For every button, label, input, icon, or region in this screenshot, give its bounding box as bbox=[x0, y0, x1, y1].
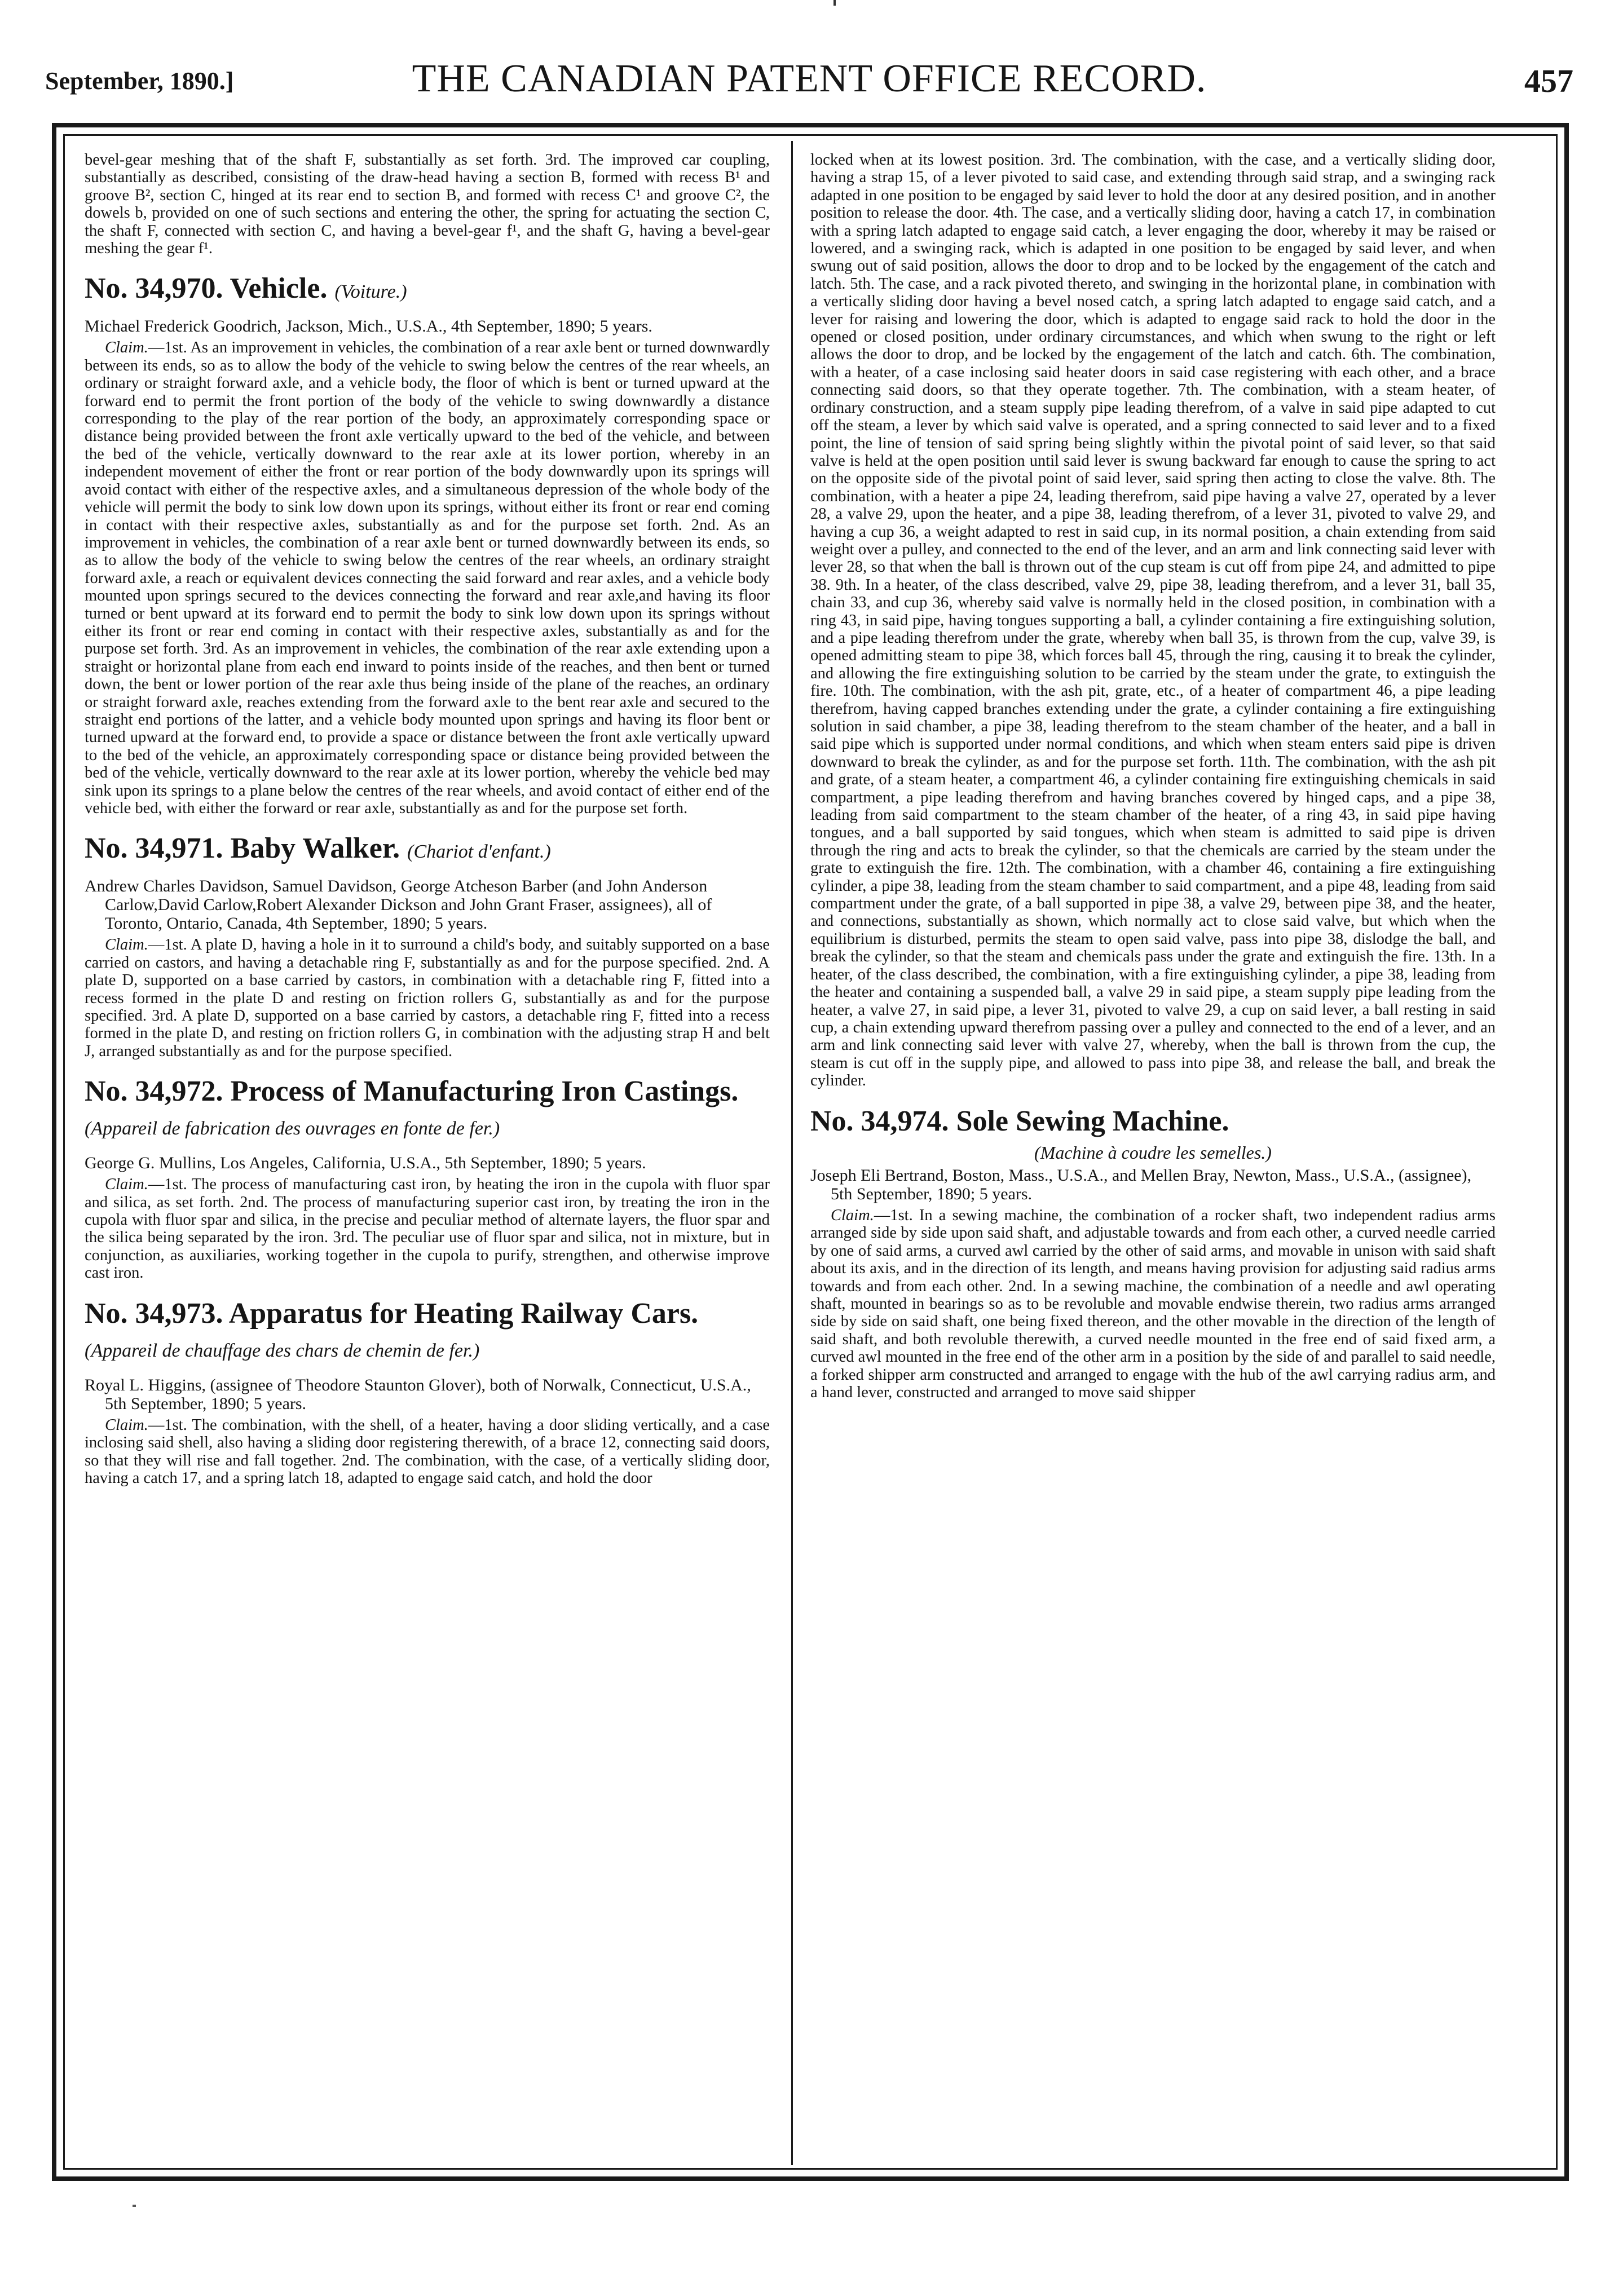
claim-text bbox=[85, 1416, 770, 1487]
claim-text bbox=[85, 339, 770, 817]
issue-date: September, 1890.] bbox=[45, 67, 234, 95]
patent-number: No. 34,971. bbox=[85, 832, 223, 865]
patent-title: Process of Manufacturing Iron Castings. bbox=[230, 1075, 739, 1108]
claim-body: —1st. As an improvement in vehicles, the combination of a rear axle bent or turned downwardly between its ends, so as to allow the body of the vehicle to swing below the centres of the rear wheels, an ordinary or straight forward axle, and a vehicle body, the floor of which is bent or turned upward at the forward end to permit the front portion of the body of the vehicle to swing downwardly a distance corresponding to the play of the rear portion of the body, an approximately corresponding space or distance being provided between the front axle vertically upward to the bed of the vehicle, and between the bed of the vehicle, vertically downward to the rear axle at its lower portion, whereby in an independent movement of either the front or rear portion of the body downwardly upon its springs will avoid contact with either of the respective axles, and a simultaneous depression of the whole body of the vehicle will permit the body to sink low down upon its springs, without either its front or rear end coming in contact with their respective axles, substantially as and for the purpose set forth. 2nd. As an improvement in vehicles, the combination of a rear axle bent or turned downwardly between its ends, so as to allow the body of the vehicle to swing below the centres of the rear wheels, an ordinary straight forward axle, a reach or equivalent devices connecting the said forward and rear axles, and a vehicle body mounted upon springs secured to the devices connecting the forward and rear axle,and having its floor turned or bent upward at its forward end to permit the body to sink low down upon its springs without either its front or rear end coming in contact with their respective axles, substantially as and for the purpose set forth. 3rd. As an improvement in vehicles, the combination of the rear axle extending upon a straight or horizontal plane from each end inward to points inside of the reaches, and then bent or turned down, the bent or lower portion of the rear axle thus being inside of the plane of the reaches, an ordinary or straight forward axle, reaches extending from the forward axle to the bent rear axle and secured to the straight end portions of the latter, and a vehicle body mounted upon springs and having its floor bent or turned upward at the forward end, to provide a space or distance between the front axle vertically upward to the bed of the vehicle, an approximately corresponding space or distance being provided between the bed of the vehicle, vertically downward to the rear axle at its lower portion, whereby the vehicle bed may sink upon its springs to a plane below the centres of the rear wheels, and avoid contact of either end of the vehicle bed, with either the forward or rear axle, substantially as and for the purpose set forth. bbox=[85, 339, 770, 817]
claim-body: —1st. In a sewing machine, the combination of a rocker shaft, two independent radius arms arranged side by side upon said shaft, and adjustable towards and from each other, a curved needle carried by one of said arms, a curved awl carried by the other of said arms, and movable in unison with said shaft about its axis, and in the direction of its length, and means having provision for adjusting said radius arms towards and from each other. 2nd. In a sewing machine, the combination of a needle and awl operating shaft, mounted in bearings so as to be revoluble and movable endwise therein, two radius arms arranged side by side on said shaft, one being fixed thereon, and the other movable in the direction of the length of said shaft, and both revoluble therewith, a curved needle mounted in the free end of said fixed arm, a curved awl mounted in the free end of the other arm in a position by the side of and parallel to said needle, a forked shipper arm constructed and arranged to engage with the hub of the awl carrying radius arm, and a hand lever, constructed and arranged to move said shipper bbox=[810, 1206, 1496, 1401]
patentee: Joseph Eli Bertrand, Boston, Mass., U.S.A., and Mellen Bray, Newton, Mass., U.S.A., (assignee), 5th September, 1890; 5 years. bbox=[810, 1165, 1472, 1203]
patent-number: No. 34,973. bbox=[85, 1297, 223, 1330]
page-header bbox=[45, 56, 1573, 107]
continued-claim: bevel-gear meshing that of the shaft F, substantially as set forth. 3rd. The improved car coupling, substantially as described, consisting of the draw-head having a section B, formed with recess B¹ and groove B², section C, hinged at its rear end to section B, and formed with recess C¹ and groove C², the dowels b, provided on one of such sections and entering the other, the spring for actuating the section C, the shaft F, connected with section C, and having a bevel-gear f¹, and the shaft G, having a bevel-gear meshing the gear f¹. bbox=[85, 151, 770, 258]
patent-number: No. 34,974. bbox=[810, 1105, 949, 1137]
right-column bbox=[810, 151, 1496, 2158]
patent-heading bbox=[85, 1075, 770, 1146]
claim-body: —1st. The combination, with the shell, of a heater, having a door sliding vertically, and a case inclosing said shell, also having a sliding door registering therewith, of a brace 12, connecting said doors, so that they will rise and fall together. 2nd. The combination, with the case, of a vertically sliding door, having a catch 17, and a spring latch 18, adapted to engage said catch, and hold the door bbox=[85, 1416, 770, 1487]
claim-text bbox=[85, 936, 770, 1060]
patent-title: Baby Walker. bbox=[230, 832, 400, 865]
patent-heading bbox=[810, 1105, 1496, 1138]
patent-entry-34970 bbox=[85, 272, 770, 817]
publication-title: THE CANADIAN PATENT OFFICE RECORD. bbox=[412, 57, 1207, 100]
continued-claim: locked when at its lowest position. 3rd. The combination, with the case, and a vertically sliding door, having a strap 15, of a lever pivoted to said case, and extending through said strap, and a swinging rack adapted in one position to be engaged by said lever to hold the door at any desired position, and in another position to release the door. 4th. The case, and a vertically sliding door, having a catch 17, in combination with a spring latch adapted to engage said catch, a lever engaging the door, whereby it may be raised or lowered, and a swinging rack, which is adapted in one position to be engaged by said lever, and when swung out of said position, allows the door to drop and to be locked by the engagement of the catch and latch. 5th. The case, and a rack pivoted thereto, and swinging in the horizontal plane, in combination with a vertically sliding door having a bevel nosed catch, a spring latch adapted to engage said catch, and a lever for raising and lowering the door, which is adapted to engage said rack to hold the door in the opened or closed position, under ordinary circumstances, and which when swung to the right or left allows the door to drop, and be locked by the engagement of the latch and catch. 6th. The combination, with a heater, of a case inclosing said heater doors in said case registering with each other, and a brace connecting said doors, so that they operate together. 7th. The combination, with a steam heater, of ordinary construction, and a steam supply pipe leading therefrom, of a valve in said pipe adapted to cut off the steam, a lever by which said valve is operated, and a spring connected to said lever and to a fixed point, the line of tension of said spring being slightly within the pivotal point of said lever, so that said valve is held at the open position until said lever is swung backward far enough to cause the spring to act on the opposite side of the pivotal point of said lever, said spring then acting to close the valve. 8th. The combination, with a heater a pipe 24, leading therefrom, said pipe having a valve 27, operated by a lever 28, a valve 29, upon the heater, and a pipe 38, leading therefrom, of a lever 31, pivoted to valve 29, and having a cup 36, a weight adapted to rest in said cup, in its normal position, a chain extending from said weight over a pulley, and connected to the end of the lever, and an arm and link connecting said lever with lever 28, so that when the ball is thrown out of the cup steam is cut off from pipe 24, and admitted to pipe 38. 9th. In a heater, of the class described, valve 29, pipe 38, leading therefrom, and a lever 31, ball 35, chain 33, and cup 36, whereby said valve is normally held in the closed position, in combination with a ring 43, in said pipe, having tongues supporting a ball, a cylinder containing a fire extinguishing solution, and a pipe leading therefrom under the grate, whereby when ball 35, is thrown from the cup, valve 39, is opened admitting steam to pipe 38, which forces ball 45, through the ring, causing it to break the cylinder, and allowing the fire extinguishing solution to be carried by the steam under the grate, to extinguish the fire. 10th. The combination, with the ash pit, grate, etc., of a heater of compartment 46, a pipe leading therefrom, having capped branches extending under the grate, a cylinder containing a fire extinguishing solution in said chamber, a pipe 38, leading therefrom to the steam chamber of the heater, and a ball in said pipe which is supported under normal conditions, and which when steam enters said pipe is driven downward to break the cylinder, as and for the purpose set forth. 11th. The combination, with the ash pit and grate, of a steam heater, a compartment 46, a cylinder containing fire extinguishing chemicals in said compartment, a pipe leading therefrom and having branches covered by hinged caps, and a pipe 38, leading from said compartment to the steam chamber of the heater, of a ring 43, in said pipe having tongues, and a ball supported by said tongues, which when steam is admitted to said pipe is driven through the ring and acts to break the cylinder, so that the chemicals are carried by the steam under the grate to extinguish the fire. 12th. The combination, with a chamber 46, containing a fire extinguishing cylinder, a pipe 38, leading from the steam chamber to said compartment, and a pipe 48, leading from said compartment under the grate, of a ball supported in pipe 38, a valve 29, between pipe 38, and the heater, and connections, substantially as shown, which normally act to close said valve, but which when the equilibrium is disturbed, permits the steam to open said valve, pass into pipe 38, dislodge the ball, and break the cylinder, so that the steam and chemicals pass under the grate and extinguish the fire. 13th. In a heater, of the class described, the combination, with a fire extinguishing cylinder, a pipe 38, leading from the heater and containing a suspended ball, a valve 29 in said pipe, a steam supply pipe leading from the heater, a valve 27, in said pipe, a lever 31, pivoted to valve 29, a cup on said lever, a ball resting in said cup, a chain extending upward therefrom passing over a pulley and connected to the end of a lever, and an arm and link connecting said lever with valve 27, whereby, when the ball is thrown from the cup, the steam is cut off in the supply pipe, and allowed to pass into pipe 38, and release the ball, and break the cylinder. bbox=[810, 151, 1496, 1090]
claim-body: —1st. The process of manufacturing cast iron, by heating the iron in the cupola with fluor spar and silica, as set forth. 2nd. The process of manufacturing superior cast iron, by treating the iron in the cupola with fluor spar and silica, in the precise and peculiar method of alternate layers, the fluor spar and the silica being separated by the iron. 3rd. The peculiar use of fluor spar and silica, not in mixture, but in conjunction, as auxiliaries, working together in the cupola to purify, strengthen, and otherwise improve cast iron. bbox=[85, 1176, 770, 1282]
patent-entry-34971 bbox=[85, 832, 770, 1060]
patent-number: No. 34,972. bbox=[85, 1075, 223, 1108]
patent-french-title: (Chariot d'enfant.) bbox=[407, 841, 551, 863]
patent-french-title: (Voiture.) bbox=[334, 281, 407, 303]
claim-label: Claim. bbox=[105, 339, 148, 357]
column-divider bbox=[791, 141, 793, 2165]
page-number: 457 bbox=[1524, 63, 1573, 99]
patent-heading bbox=[85, 272, 770, 309]
patent-heading bbox=[85, 1297, 770, 1368]
claim-body: —1st. A plate D, having a hole in it to surround a child's body, and suitably supported on a base carried on castors, and having a detachable ring F, substantially as and for the purpose specified. 2nd. A plate D, supported on a base carried by castors, in combination with a detachable ring F, fitted into a recess formed in the plate D and resting on friction rollers G, substantially as and for the purpose specified. 3rd. A plate D, supported on a base carried by castors, a detachable ring F, fitted into a recess formed in the plate D, and resting on friction rollers G, in combination with the adjusting strap H and belt J, arranged substantially as and for the purpose specified. bbox=[85, 936, 770, 1060]
claim-label: Claim. bbox=[105, 936, 148, 954]
patent-title: Sole Sewing Machine. bbox=[956, 1105, 1229, 1137]
patent-entry-34973 bbox=[85, 1297, 770, 1487]
patent-entry-34972 bbox=[85, 1075, 770, 1282]
patent-french-title: (Appareil de fabrication des ouvrages en fonte de fer.) bbox=[85, 1118, 500, 1140]
patentee: Michael Frederick Goodrich, Jackson, Mich., U.S.A., 4th September, 1890; 5 years. bbox=[85, 317, 652, 336]
patent-title: Vehicle. bbox=[230, 272, 328, 305]
patentee: Royal L. Higgins, (assignee of Theodore Staunton Glover), both of Norwalk, Connecticut, U.S.A., 5th September, 1890; 5 years. bbox=[85, 1375, 751, 1413]
claim-label: Claim. bbox=[831, 1206, 874, 1224]
patent-title: Apparatus for Heating Railway Cars. bbox=[228, 1297, 699, 1330]
top-edge-mark bbox=[833, 0, 836, 6]
left-column bbox=[85, 151, 770, 2158]
claim-text bbox=[85, 1176, 770, 1282]
claim-label: Claim. bbox=[105, 1416, 148, 1434]
patent-number: No. 34,970. bbox=[85, 272, 223, 305]
patent-french-title: (Machine à coudre les semelles.) bbox=[1034, 1142, 1272, 1163]
patent-french-title: (Appareil de chauffage des chars de chemin de fer.) bbox=[85, 1340, 480, 1361]
bottom-mark bbox=[133, 2205, 136, 2207]
patent-entry-34974 bbox=[810, 1105, 1496, 1402]
claim-label: Claim. bbox=[105, 1176, 148, 1194]
patentee: Andrew Charles Davidson, Samuel Davidson, George Atcheson Barber (and John Anderson Carlow,David Carlow,Robert Alexander Dickson and John Grant Fraser, assignees), all of Toronto, Ontario, Canada, 4th September, 1890; 5 years. bbox=[85, 877, 712, 933]
patent-heading bbox=[85, 832, 770, 869]
patentee: George G. Mullins, Los Angeles, California, U.S.A., 5th September, 1890; 5 years. bbox=[85, 1154, 646, 1173]
claim-text bbox=[810, 1207, 1496, 1401]
